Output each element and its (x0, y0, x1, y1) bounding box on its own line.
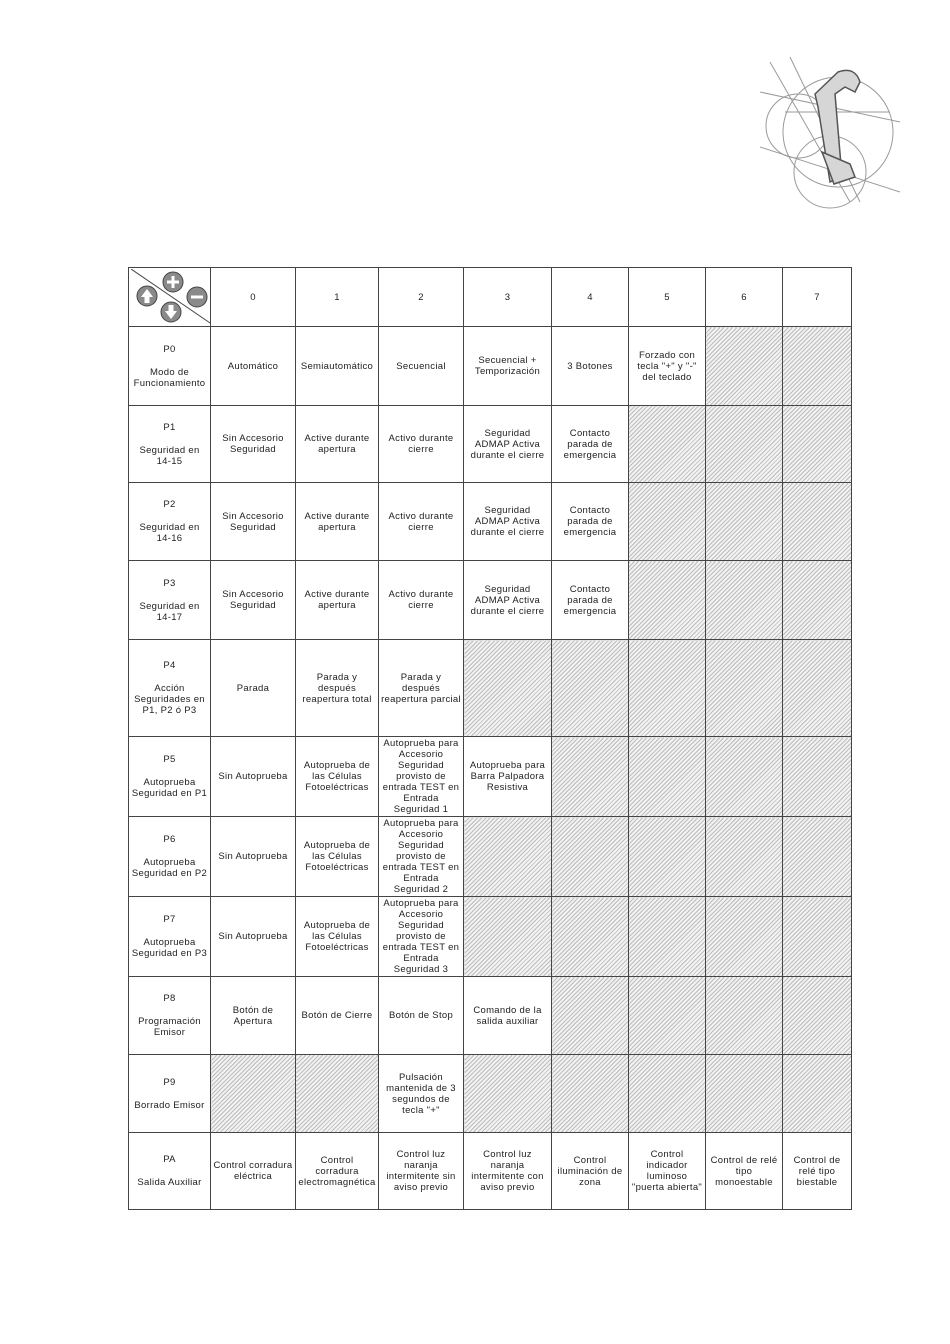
param-code: P9 (163, 1076, 176, 1088)
unavailable-cell (783, 327, 852, 406)
option-cell: Autoprueba para Accesorio Seguridad provisto de entrada TEST en Entrada Seguridad 1 (379, 737, 464, 817)
option-cell: Control corradura electromagnética (296, 1133, 379, 1210)
param-name: Programación Emisor (138, 1016, 201, 1038)
unavailable-cell (783, 483, 852, 561)
unavailable-cell (629, 977, 706, 1055)
param-code: PA (163, 1154, 176, 1165)
unavailable-cell (464, 640, 552, 737)
option-cell: Activo durante cierre (379, 561, 464, 640)
option-cell: Parada y después reapertura parcial (379, 640, 464, 737)
unavailable-cell (629, 640, 706, 737)
option-cell: Seguridad ADMAP Activa durante el cierre (464, 483, 552, 561)
option-cell: 3 Botones (552, 327, 629, 406)
param-code: P4 (163, 660, 176, 671)
param-label-p3 (129, 561, 211, 640)
unavailable-cell (552, 1055, 629, 1133)
option-cell: Active durante apertura (296, 561, 379, 640)
option-cell: Sin Accesorio Seguridad (211, 406, 296, 483)
option-cell: Control de relé tipo monoestable (706, 1133, 783, 1210)
unavailable-cell (629, 817, 706, 897)
option-cell: Autoprueba para Accesorio Seguridad provisto de entrada TEST en Entrada Seguridad 3 (379, 897, 464, 977)
unavailable-cell (629, 561, 706, 640)
column-header-3: 3 (464, 268, 552, 327)
param-name: Autoprueba Seguridad en P1 (131, 777, 208, 799)
unavailable-cell (296, 1055, 379, 1133)
down-arrow-key-icon (161, 302, 181, 322)
param-name: Autoprueba Seguridad en P3 (131, 937, 208, 959)
unavailable-cell (464, 1055, 552, 1133)
option-cell: Sin Autoprueba (211, 737, 296, 817)
param-code: P6 (163, 834, 176, 845)
param-row-p9 (129, 1055, 852, 1133)
unavailable-cell (783, 897, 852, 977)
option-cell: Autoprueba de las Células Fotoeléctricas (296, 897, 379, 977)
option-cell: Control iluminación de zona (552, 1133, 629, 1210)
param-code: P0 (163, 343, 176, 355)
unavailable-cell (783, 640, 852, 737)
minus-key-icon (187, 287, 207, 307)
param-row-p4 (129, 640, 852, 737)
option-cell: Contacto parada de emergencia (552, 406, 629, 483)
param-name: Seguridad en 14-15 (139, 444, 200, 467)
unavailable-cell (706, 561, 783, 640)
option-cell: Forzado con tecla "+" y "-" del teclado (629, 327, 706, 406)
unavailable-cell (629, 1055, 706, 1133)
option-cell: Botón de Apertura (211, 977, 296, 1055)
unavailable-cell (706, 1055, 783, 1133)
param-label-p9 (129, 1055, 211, 1133)
param-name: Seguridad en 14-17 (139, 600, 200, 623)
column-header-5: 5 (629, 268, 706, 327)
unavailable-cell (783, 561, 852, 640)
unavailable-cell (783, 406, 852, 483)
option-cell: Active durante apertura (296, 406, 379, 483)
param-code: P1 (163, 421, 176, 433)
unavailable-cell (706, 897, 783, 977)
param-label-p6 (129, 817, 211, 897)
option-cell: Sin Autoprueba (211, 897, 296, 977)
option-cell: Autoprueba para Accesorio Seguridad provisto de entrada TEST en Entrada Seguridad 2 (379, 817, 464, 897)
param-name: Borrado Emisor (134, 1099, 205, 1111)
parameter-table (128, 267, 852, 1210)
option-cell: Secuencial (379, 327, 464, 406)
option-cell: Pulsación mantenida de 3 segundos de tecla "+" (379, 1055, 464, 1133)
option-cell: Activo durante cierre (379, 483, 464, 561)
unavailable-cell (706, 327, 783, 406)
param-name: Seguridad en 14-16 (139, 522, 200, 544)
param-label-p0 (129, 327, 211, 406)
option-cell: Control indicador luminoso "puerta abierta" (629, 1133, 706, 1210)
param-row-p2 (129, 483, 852, 561)
column-header-7: 7 (783, 268, 852, 327)
param-label-p1 (129, 406, 211, 483)
option-cell: Secuencial + Temporización (464, 327, 552, 406)
option-cell: Control de relé tipo biestable (783, 1133, 852, 1210)
unavailable-cell (629, 483, 706, 561)
unavailable-cell (706, 406, 783, 483)
unavailable-cell (706, 640, 783, 737)
unavailable-cell (211, 1055, 296, 1133)
param-label-p8 (129, 977, 211, 1055)
unavailable-cell (629, 897, 706, 977)
unavailable-cell (706, 737, 783, 817)
param-row-p6 (129, 817, 852, 897)
unavailable-cell (783, 977, 852, 1055)
option-cell: Sin Autoprueba (211, 817, 296, 897)
option-cell: Control luz naranja intermitente con aviso previo (464, 1133, 552, 1210)
param-label-p4 (129, 640, 211, 737)
unavailable-cell (552, 737, 629, 817)
option-cell: Contacto parada de emergencia (552, 561, 629, 640)
unavailable-cell (783, 1055, 852, 1133)
option-cell: Active durante apertura (296, 483, 379, 561)
option-cell: Sin Accesorio Seguridad (211, 483, 296, 561)
column-header-2: 2 (379, 268, 464, 327)
option-cell: Parada y después reapertura total (296, 640, 379, 737)
option-cell: Activo durante cierre (379, 406, 464, 483)
param-code: P8 (163, 993, 176, 1004)
column-header-6: 6 (706, 268, 783, 327)
unavailable-cell (464, 817, 552, 897)
param-code: P5 (163, 754, 176, 765)
param-row-p8 (129, 977, 852, 1055)
param-name: Autoprueba Seguridad en P2 (131, 857, 208, 879)
param-code: P2 (163, 499, 176, 510)
company-logo (760, 52, 900, 212)
option-cell: Automático (211, 327, 296, 406)
param-code: P7 (163, 914, 176, 925)
option-cell: Comando de la salida auxiliar (464, 977, 552, 1055)
param-name: Acción Seguridades en P1, P2 ó P3 (134, 683, 205, 716)
param-row-p0 (129, 327, 852, 406)
column-header-0: 0 (211, 268, 296, 327)
param-name: Salida Auxiliar (137, 1177, 202, 1188)
param-label-p7 (129, 897, 211, 977)
option-cell: Autoprueba de las Células Fotoeléctricas (296, 737, 379, 817)
param-row-p3 (129, 561, 852, 640)
option-cell: Sin Accesorio Seguridad (211, 561, 296, 640)
plus-key-icon (163, 272, 183, 292)
option-cell: Seguridad ADMAP Activa durante el cierre (464, 561, 552, 640)
param-label-pa (129, 1133, 211, 1210)
unavailable-cell (552, 640, 629, 737)
keypad-corner-cell (129, 268, 211, 327)
option-cell: Autoprueba de las Células Fotoeléctricas (296, 817, 379, 897)
unavailable-cell (629, 406, 706, 483)
unavailable-cell (552, 977, 629, 1055)
option-cell: Control luz naranja intermitente sin aviso previo (379, 1133, 464, 1210)
param-row-p5 (129, 737, 852, 817)
param-code: P3 (163, 577, 176, 589)
option-cell: Semiautomático (296, 327, 379, 406)
unavailable-cell (706, 483, 783, 561)
option-cell: Autoprueba para Barra Palpadora Resistiva (464, 737, 552, 817)
param-row-p7 (129, 897, 852, 977)
unavailable-cell (783, 817, 852, 897)
unavailable-cell (464, 897, 552, 977)
param-row-pa (129, 1133, 852, 1210)
header-row (129, 268, 852, 327)
unavailable-cell (783, 737, 852, 817)
column-header-1: 1 (296, 268, 379, 327)
column-header-4: 4 (552, 268, 629, 327)
unavailable-cell (706, 817, 783, 897)
unavailable-cell (706, 977, 783, 1055)
option-cell: Botón de Cierre (296, 977, 379, 1055)
param-name: Modo de Funcionamiento (133, 366, 206, 389)
option-cell: Botón de Stop (379, 977, 464, 1055)
option-cell: Control corradura eléctrica (211, 1133, 296, 1210)
param-row-p1 (129, 406, 852, 483)
option-cell: Contacto parada de emergencia (552, 483, 629, 561)
unavailable-cell (552, 897, 629, 977)
unavailable-cell (629, 737, 706, 817)
option-cell: Parada (211, 640, 296, 737)
param-label-p2 (129, 483, 211, 561)
option-cell: Seguridad ADMAP Activa durante el cierre (464, 406, 552, 483)
unavailable-cell (552, 817, 629, 897)
up-arrow-key-icon (137, 286, 157, 306)
param-label-p5 (129, 737, 211, 817)
